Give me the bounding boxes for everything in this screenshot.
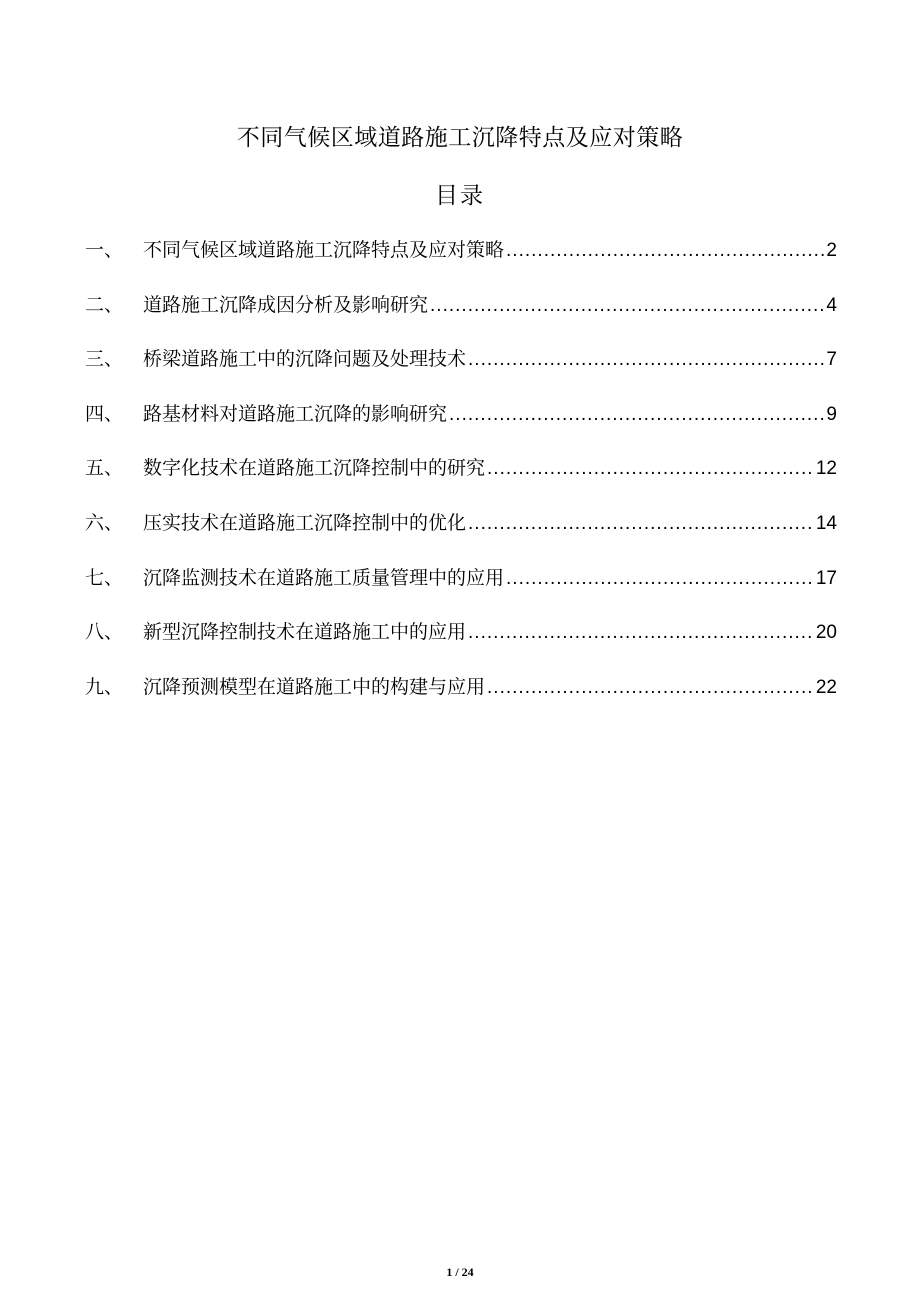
toc-entry-page: 12 (815, 458, 837, 480)
toc-entry-page: 9 (826, 403, 837, 425)
toc-entry-title: 沉降监测技术在道路施工质量管理中的应用 (143, 566, 505, 589)
toc-entry-page: 4 (826, 294, 837, 316)
toc-entry-page: 20 (815, 622, 837, 644)
toc-entry-title: 道路施工沉降成因分析及影响研究 (143, 293, 429, 316)
toc-entry-title: 桥梁道路施工中的沉降问题及处理技术 (143, 348, 467, 371)
toc-entry-title: 新型沉降控制技术在道路施工中的应用 (143, 621, 467, 644)
document-title: 不同气候区域道路施工沉降特点及应对策略 (236, 125, 684, 151)
page-number-footer: 1 / 24 (446, 1265, 474, 1279)
toc-entry-2[interactable] (85, 287, 837, 323)
toc-leader-dots (506, 561, 814, 597)
toc-leader-dots (449, 397, 824, 433)
toc-entry-title: 沉降预测模型在道路施工中的构建与应用 (143, 675, 486, 698)
toc-leader-dots (506, 233, 824, 269)
toc-entry-page: 2 (826, 240, 837, 261)
toc-leader-dots (487, 451, 814, 487)
toc-entry-title: 压实技术在道路施工沉降控制中的优化 (143, 511, 467, 534)
toc-leader-dots (468, 506, 814, 542)
toc-entry-1[interactable] (85, 232, 837, 268)
toc-entry-number: 一、 (85, 239, 124, 261)
toc-entry-number: 二、 (85, 293, 124, 316)
table-of-contents (85, 232, 837, 723)
toc-entry-number: 六、 (85, 511, 124, 534)
toc-entry-page: 14 (815, 512, 837, 534)
toc-entry-number: 七、 (85, 566, 124, 589)
toc-entry-title: 数字化技术在道路施工沉降控制中的研究 (143, 457, 486, 480)
toc-entry-title: 路基材料对道路施工沉降的影响研究 (143, 402, 448, 425)
toc-entry-8[interactable] (85, 614, 837, 650)
toc-entry-6[interactable] (85, 505, 837, 541)
toc-entry-page: 22 (815, 676, 837, 698)
toc-entry-page: 17 (815, 567, 837, 589)
toc-leader-dots (468, 342, 824, 378)
toc-entry-3[interactable] (85, 341, 837, 377)
toc-entry-5[interactable] (85, 450, 837, 486)
toc-leader-dots (487, 670, 814, 706)
toc-leader-dots (468, 615, 814, 651)
toc-entry-9[interactable] (85, 669, 837, 705)
toc-entry-4[interactable] (85, 396, 837, 432)
toc-leader-dots (430, 288, 824, 324)
toc-entry-title: 不同气候区域道路施工沉降特点及应对策略 (143, 239, 505, 261)
toc-entry-number: 八、 (85, 621, 124, 644)
toc-entry-number: 九、 (85, 675, 124, 698)
toc-entry-number: 三、 (85, 348, 124, 371)
toc-entry-number: 四、 (85, 402, 124, 425)
toc-heading: 目录 (435, 183, 485, 209)
toc-entry-7[interactable] (85, 560, 837, 596)
toc-entry-page: 7 (826, 349, 837, 371)
toc-entry-number: 五、 (85, 457, 124, 480)
